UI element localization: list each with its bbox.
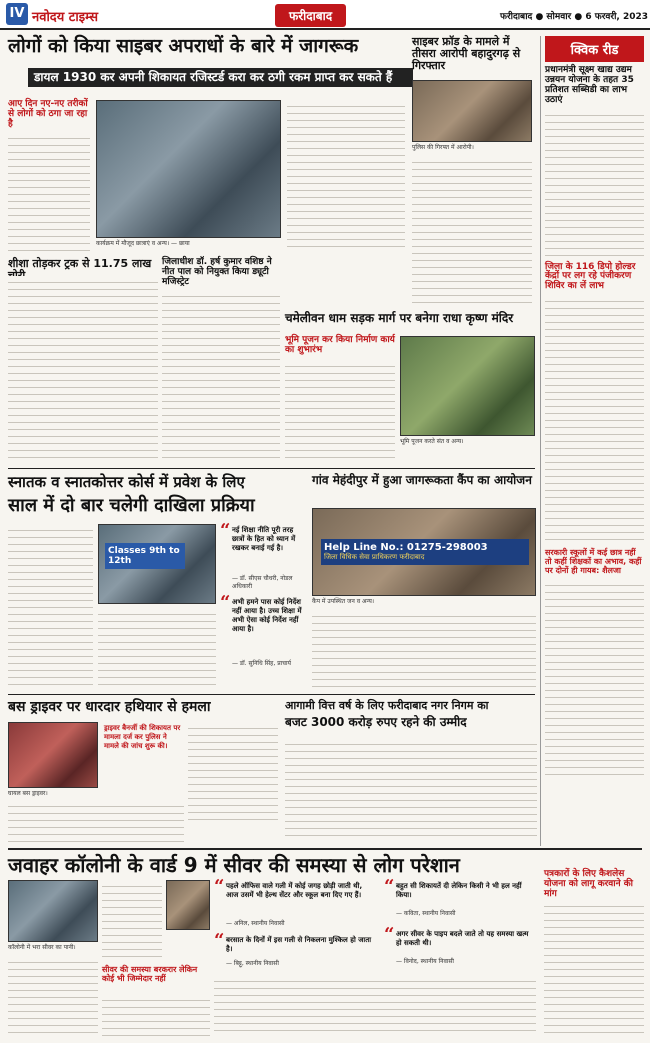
sidebar — [540, 36, 644, 846]
bus-photo-caption: घायल बस ड्राइवर। — [8, 790, 48, 797]
road-photo-caption: भूमि पूजन करते संत व अन्य। — [400, 438, 464, 445]
camp-body — [312, 610, 536, 688]
sewer-q1: पहले ऑफिस वाले गली में कोई जगह छोड़ी जाती थी, आज उसमें भी हेल्थ सेंटर और स्कूल बना दिए गए हैं। — [226, 882, 363, 899]
cyber-body-1 — [8, 132, 90, 252]
section-label: फरीदाबाद — [275, 4, 346, 27]
cyber-photo — [96, 100, 281, 238]
admission-headline-1: स्नातक व स्नातकोत्तर कोर्स में प्रवेश के लिए — [8, 473, 245, 491]
sewer-q3-by: — कविता, स्थानीय निवासी — [396, 910, 456, 917]
camp-banner-sub: जिला विधिक सेवा प्राधिकरण फरीदाबाद — [324, 553, 425, 561]
sidebar-item1-body — [545, 109, 644, 259]
admission-body-2 — [98, 608, 216, 688]
sidebar-item1-headline: प्रधानमंत्री सूक्ष्म खाद्य उद्यम उन्नयन योजना के तहत 35 प्रतिशत सब्सिडी का लाभ उठाएं — [545, 65, 634, 105]
masthead — [0, 0, 650, 30]
sewer-q3: बहुत सी शिकायतें दी लेकिन किसी ने भी हल नहीं किया। — [396, 882, 522, 899]
glass-headline: शीशा तोड़कर ट्रक से 11.75 लाख — [8, 257, 152, 270]
page-number: IV — [6, 3, 28, 25]
divider-1 — [8, 468, 535, 469]
sidebar-item4-headline: पत्रकारों के लिए कैशलेस योजना को लागू करवाने की मांग — [544, 869, 633, 899]
cyber-body-2 — [287, 100, 405, 250]
paper-name: नवोदय टाइम्स — [32, 10, 99, 25]
camp-photo — [312, 508, 536, 596]
sewer-q4: अगर सीवर के पाइप बदले जाते तो यह समस्या खत्म हो सकती थी। — [396, 930, 529, 947]
camp-photo-caption: कैंप में उपस्थित जन व अन्य। — [312, 598, 375, 605]
sidebar-item3-body — [545, 579, 644, 779]
sidebar-item2-body — [545, 295, 644, 545]
sewer-photo-caption: कॉलोनी में भरा सीवर का पानी। — [8, 944, 76, 951]
sidebar-item2-headline: जिला के 116 डिपो होल्डर केंद्रों पर लग रहे पंजीकरण शिविर का लें लाभ — [545, 261, 636, 292]
bus-headline: बस ड्राइवर पर धारदार हथियार से हमला — [8, 699, 211, 715]
sewer-q1-by: — अनिल, स्थानीय निवासी — [226, 920, 285, 927]
camp-banner — [321, 539, 529, 565]
arrest-photo-caption: पुलिस की गिरफ्त में आरोपी। — [412, 144, 474, 151]
sewer-q2: बरसात के दिनों में इस गली से निकलना मुश्किल हो जाता है। — [226, 936, 372, 953]
admission-quote-1-by: — डॉ. सीएस चौधरी, नोडल अधिकारी — [232, 575, 293, 590]
admission-body-1 — [8, 524, 93, 689]
arrest-body — [412, 156, 532, 306]
sidebar-item3-headline: सरकारी स्कूलों में कई छात्र नहीं तो कहीं शिक्षकों का अभाव, कहीं पर दोनों ही गायब: शैलजा — [545, 548, 642, 575]
sewer-quote-mark-1: “ — [214, 876, 225, 897]
road-body — [285, 360, 395, 460]
cyber-photo-caption: कार्यक्रम में मौजूद छात्राएं व अन्य। — छाया — [96, 240, 190, 247]
bus-pull: ड्राइवर बैनर्जी की शिकायत पर मामला दर्ज कर पुलिस ने मामले की जांच शुरू की। — [104, 724, 181, 750]
sewer-body-3 — [102, 994, 210, 1036]
road-photo — [400, 336, 535, 436]
glass-body — [8, 276, 158, 461]
sewer-quote-mark-4: “ — [384, 924, 395, 945]
sewer-photo — [8, 880, 98, 942]
sewer-quote-mark-2: “ — [214, 930, 225, 951]
sewer-headline: जवाहर कॉलोनी के वार्ड 9 में सीवर की समस्या से लोग परेशान — [8, 853, 460, 877]
road-sub: भूमि पूजन कर किया निर्माण कार्य का शुभारंभ — [285, 335, 395, 355]
admission-headline-2: साल में दो बार चलेगी दाखिला प्रक्रिया — [8, 495, 255, 516]
camp-headline: गांव मेहंदीपुर में हुआ जागरूकता कैंप का आयोजन — [312, 473, 532, 487]
quote-mark-2: “ — [220, 592, 231, 613]
bus-photo — [8, 722, 98, 788]
budget-body — [285, 738, 537, 842]
arrest-photo — [412, 80, 532, 142]
sewer-body-2 — [102, 880, 162, 960]
sidebar-title: क्विक रीड — [545, 36, 644, 62]
budget-headline-1: आगामी वित्त वर्ष के लिए फरीदाबाद नगर निगम का — [285, 699, 489, 712]
cyber-subhead: डायल 1930 कर अपनी शिकायत रजिस्टर्ड करा कर ठगी रकम प्राप्त कर सकते हैं — [28, 68, 413, 87]
sewer-person-photo — [166, 880, 210, 930]
divider-2 — [8, 694, 535, 695]
camp-banner-text: Help Line No.: 01275-298003 — [324, 542, 488, 553]
sewer-body-4 — [214, 975, 536, 1035]
sewer-pull: सीवर की समस्या बरकरार लेकिन कोई भी जिम्मेदार नहीं — [102, 965, 198, 983]
scam-body — [162, 290, 280, 460]
admission-quote-2: अभी हमने पास कोई निर्देश नहीं आया है। उच्च शिक्षा में अभी ऐसा कोई निर्देश नहीं आया है। — [232, 598, 302, 633]
scam-headline: जिलाधीश डॉ. हर्ष कुमार वशिष्ठ ने नीत पाल को नियुक्त किया ड्यूटी मजिस्ट्रेट — [162, 257, 272, 287]
sewer-quote-mark-3: “ — [384, 876, 395, 897]
edition-line: फरीदाबाद ● सोमवार ● 6 फरवरी, 2023 — [500, 12, 648, 22]
admission-photo — [98, 524, 216, 604]
sewer-q4-by: — विनोद, स्थानीय निवासी — [396, 958, 454, 965]
admission-quote-1: नई शिक्षा नीति पूरी तरह छात्रों के हित को ध्यान में रखकर बनाई गई है। — [232, 526, 296, 552]
sidebar-item4-body — [544, 900, 644, 1035]
cyber-headline: लोगों को किया साइबर अपराधों के बारे में जागरूक — [8, 35, 359, 57]
sewer-body-1 — [8, 956, 98, 1036]
bus-body-2 — [8, 800, 184, 842]
divider-3 — [8, 848, 642, 850]
arrest-headline: साइबर फ्रॉड के मामले में तीसरा आरोपी बहादुरगढ़ से गिरफ्तार — [412, 35, 521, 73]
cyber-pull: आए दिन नए-नए तरीकों से लोगों को ठगा जा रहा है — [8, 99, 88, 129]
quote-mark-1: “ — [220, 520, 231, 541]
admission-quote-2-by: — डॉ. सुनिधि सिंह, प्राचार्य — [232, 660, 291, 667]
admission-banner: Classes 9th to 12th — [105, 543, 185, 569]
budget-headline-2: बजट 3000 करोड़ रुपए रहने की उम्मीद — [285, 715, 467, 729]
road-headline: चमेलीवन धाम सड़क मार्ग पर बनेगा राधा कृष्ण मंदिर — [285, 311, 514, 325]
sewer-q2-by: — बिट्टू, स्थानीय निवासी — [226, 960, 279, 967]
bus-body — [188, 722, 278, 822]
